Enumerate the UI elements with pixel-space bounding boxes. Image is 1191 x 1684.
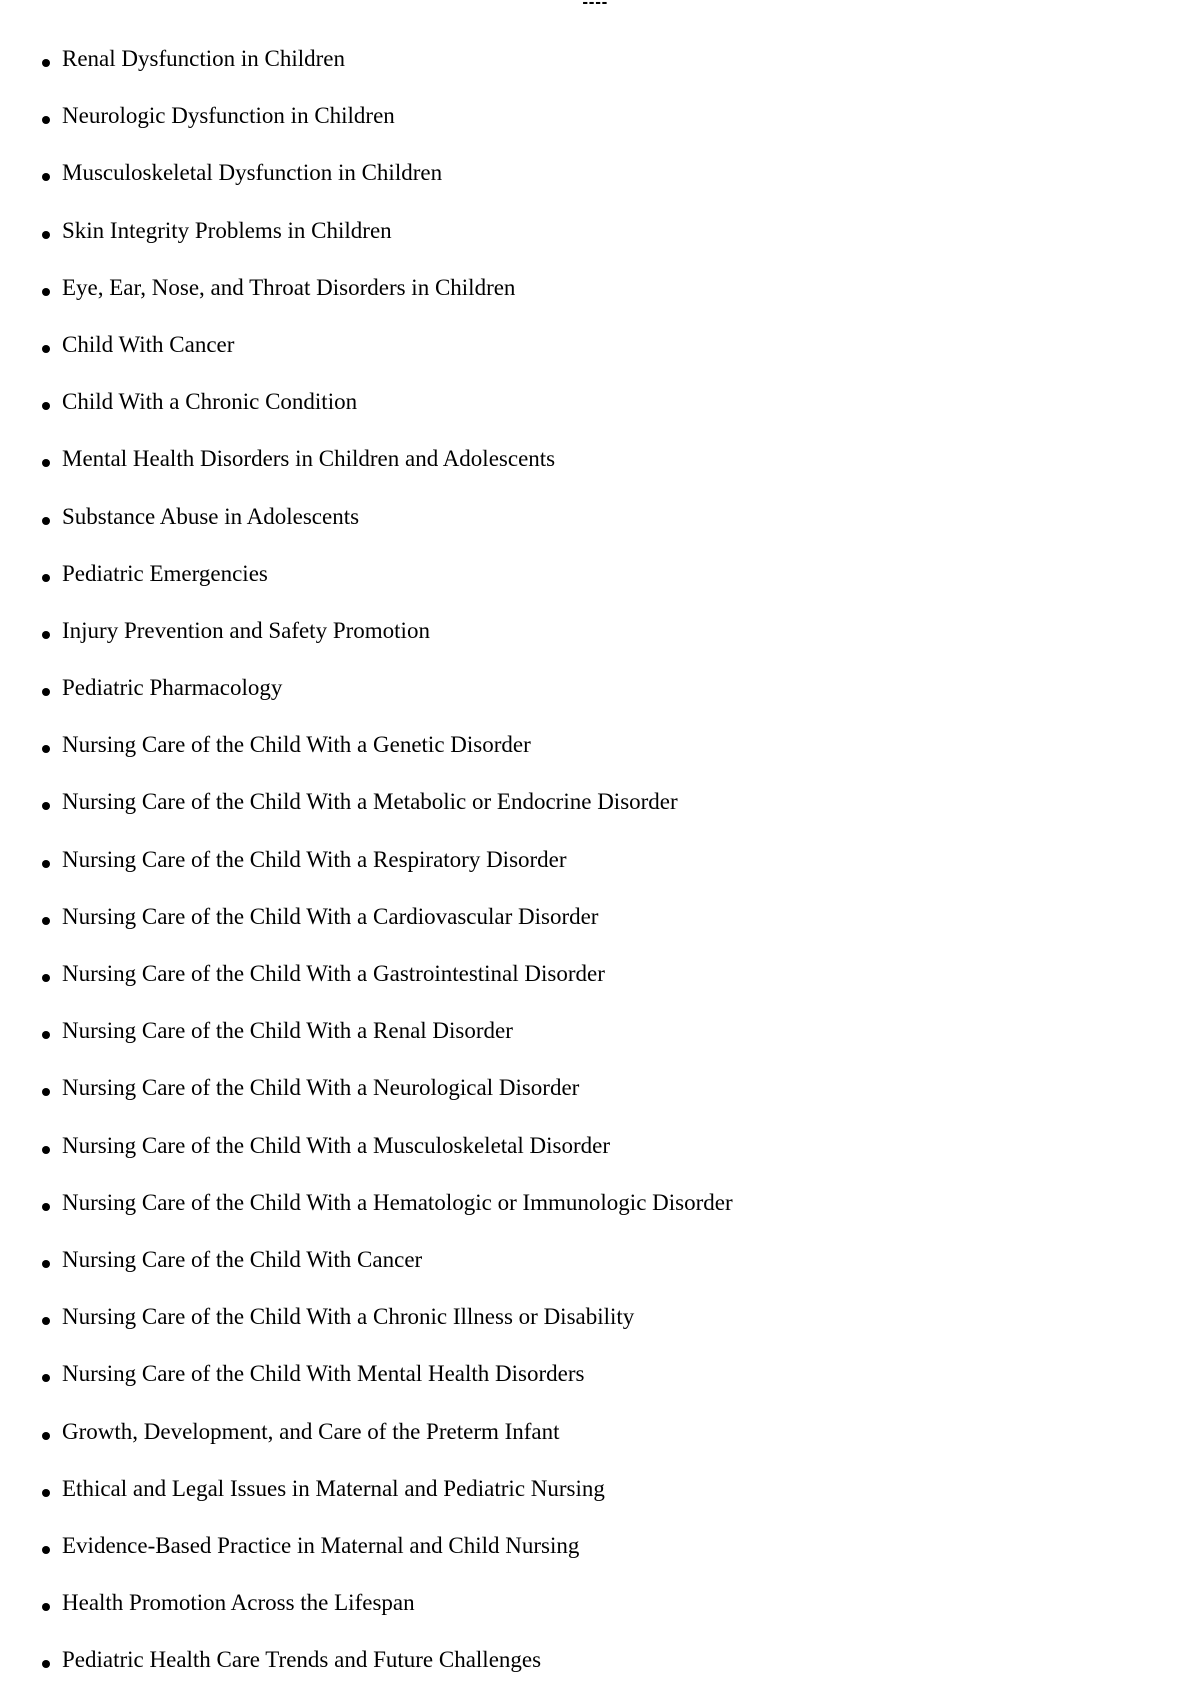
list-item-text: Nursing Care of the Child With a Chronic Illness or Disability xyxy=(62,1304,635,1330)
bullet-icon xyxy=(42,231,50,239)
bullet-icon xyxy=(42,1660,50,1668)
list-item-text: Skin Integrity Problems in Children xyxy=(62,217,392,243)
list-item-text: Musculoskeletal Dysfunction in Children xyxy=(62,160,443,186)
list-item xyxy=(30,388,1160,445)
list-item-text: Mental Health Disorders in Children and Adolescents xyxy=(62,446,556,472)
list-item xyxy=(30,846,1160,903)
list-item xyxy=(30,331,1160,388)
bullet-icon xyxy=(42,1546,50,1554)
list-item-text: Health Promotion Across the Lifespan xyxy=(62,1590,415,1616)
list-item-text: Evidence-Based Practice in Maternal and Child Nursing xyxy=(62,1532,580,1558)
bullet-icon xyxy=(42,459,50,467)
list-item xyxy=(30,1303,1160,1360)
list-item-text: Nursing Care of the Child With a Hematologic or Immunologic Disorder xyxy=(62,1189,733,1215)
list-item-text: Child With Cancer xyxy=(62,331,235,357)
list-item-text: Nursing Care of the Child With a Genetic Disorder xyxy=(62,732,531,758)
list-item xyxy=(30,102,1160,159)
list-item xyxy=(30,788,1160,845)
list-item xyxy=(30,674,1160,731)
list-item-text: Nursing Care of the Child With a Gastrointestinal Disorder xyxy=(62,961,605,986)
list-item-text: Child With a Chronic Condition xyxy=(62,389,358,415)
list-item-text: Nursing Care of the Child With a Respiratory Disorder xyxy=(62,846,567,872)
bullet-icon xyxy=(42,1603,50,1611)
list-item-text: Nursing Care of the Child With Mental Health Disorders xyxy=(62,1361,585,1387)
list-item-text: Injury Prevention and Safety Promotion xyxy=(62,617,430,643)
list-item xyxy=(30,560,1160,617)
bullet-icon xyxy=(42,116,50,124)
list-item xyxy=(30,45,1160,102)
list-item-text: Nursing Care of the Child With a Renal Disorder xyxy=(62,1018,513,1044)
bullet-icon xyxy=(42,802,50,810)
list-item xyxy=(30,1418,1160,1475)
chapter-list xyxy=(30,45,1160,1684)
list-item-text: Substance Abuse in Adolescents xyxy=(62,503,360,529)
bullet-icon xyxy=(42,288,50,296)
bullet-icon xyxy=(42,1317,50,1325)
list-item xyxy=(30,1132,1160,1189)
list-item xyxy=(30,1646,1160,1684)
list-item-text: Ethical and Legal Issues in Maternal and Pediatric Nursing xyxy=(62,1475,605,1501)
bullet-icon xyxy=(42,917,50,925)
list-item-text: Growth, Development, and Care of the Preterm Infant xyxy=(62,1418,560,1444)
clipped-header-fragment: ---- xyxy=(581,0,607,11)
list-item xyxy=(30,1246,1160,1303)
bullet-icon xyxy=(42,517,50,525)
bullet-icon xyxy=(42,59,50,67)
bullet-icon xyxy=(42,1374,50,1382)
list-item-text: Nursing Care of the Child With a Cardiovascular Disorder xyxy=(62,903,599,929)
list-item xyxy=(30,1360,1160,1417)
list-item xyxy=(30,617,1160,674)
bullet-icon xyxy=(42,1088,50,1096)
list-item-text: Pediatric Pharmacology xyxy=(62,675,283,701)
bullet-icon xyxy=(42,631,50,639)
list-item-text: Eye, Ear, Nose, and Throat Disorders in Children xyxy=(62,274,516,300)
bullet-icon xyxy=(42,688,50,696)
list-item-text: Nursing Care of the Child With Cancer xyxy=(62,1246,423,1272)
list-item-text: Nursing Care of the Child With a Neurological Disorder xyxy=(62,1075,580,1101)
bullet-icon xyxy=(42,1146,50,1154)
bullet-icon xyxy=(42,1031,50,1039)
bullet-icon xyxy=(42,345,50,353)
bullet-icon xyxy=(42,745,50,753)
list-item xyxy=(30,503,1160,560)
bullet-icon xyxy=(42,402,50,410)
list-item-text: Pediatric Health Care Trends and Future Challenges xyxy=(62,1647,542,1673)
list-item-text: Renal Dysfunction in Children xyxy=(62,46,345,71)
list-item-text: Nursing Care of the Child With a Musculoskeletal Disorder xyxy=(62,1132,610,1158)
list-item xyxy=(30,274,1160,331)
list-item xyxy=(30,445,1160,502)
list-item xyxy=(30,159,1160,216)
list-item xyxy=(30,1589,1160,1646)
list-item-text: Neurologic Dysfunction in Children xyxy=(62,103,395,129)
bullet-icon xyxy=(42,574,50,582)
list-item-text: Pediatric Emergencies xyxy=(62,560,268,586)
bullet-icon xyxy=(42,1432,50,1440)
list-item xyxy=(30,1532,1160,1589)
bullet-icon xyxy=(42,974,50,982)
list-item xyxy=(30,1189,1160,1246)
bullet-icon xyxy=(42,1203,50,1211)
bullet-icon xyxy=(42,1489,50,1497)
list-item xyxy=(30,903,1160,960)
list-item-text: Nursing Care of the Child With a Metabolic or Endocrine Disorder xyxy=(62,789,678,815)
bullet-icon xyxy=(42,1260,50,1268)
bullet-icon xyxy=(42,173,50,181)
list-item xyxy=(30,1074,1160,1131)
bullet-icon xyxy=(42,860,50,868)
list-item xyxy=(30,1017,1160,1074)
list-item xyxy=(30,731,1160,788)
list-item xyxy=(30,960,1160,1017)
list-item xyxy=(30,217,1160,274)
list-item xyxy=(30,1475,1160,1532)
